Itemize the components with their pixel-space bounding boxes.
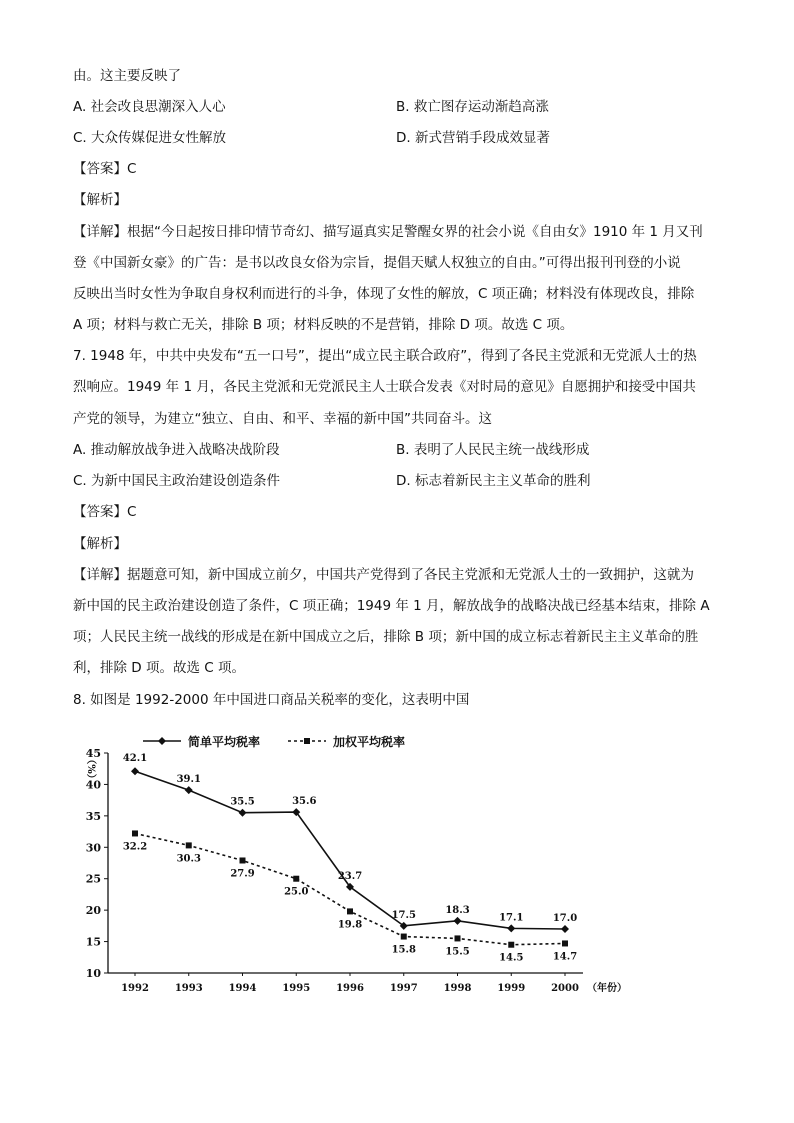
x-tick-label: 1997 [389, 983, 418, 994]
q7-answer: 【答案】C [73, 504, 137, 520]
x-axis-unit-label: （年份） [587, 983, 627, 994]
y-axis-label: （%） [85, 754, 96, 784]
q6-detail-line: 登《中国新女豪》的广告：是书以改良女俗为宗旨，提倡天赋人权独立的自由。”可得出报刊刊登的小说 [73, 255, 681, 271]
q7-detail-line: 利，排除 D 项。故选 C 项。 [73, 660, 245, 676]
q7-stem-line: 7. 1948 年，中共中央发布“五一口号”，提出“成立民主联合政府”，得到了各民主党派和无党派人士的热 [73, 348, 697, 364]
weighted-average-data-label: 32.2 [122, 841, 148, 853]
x-tick-label: 1999 [497, 983, 526, 994]
weighted-average-point [508, 942, 514, 948]
legend-weighted-label: 加权平均税率 [333, 735, 406, 749]
simple-average-data-label: 17.5 [391, 909, 416, 921]
q7-stem-line: 烈响应。1949 年 1 月，各民主党派和无党派民主人士联合发表《对时局的意见》自愿拥护和接受中国共 [73, 379, 696, 395]
q7-option-d: D. 标志着新民主主义革命的胜利 [396, 473, 591, 489]
y-tick-label: 20 [85, 904, 101, 918]
q7-detail-line: 【详解】据题意可知，新中国成立前夕，中国共产党得到了各民主党派和无党派人士的一致拥护，这就为 [73, 567, 694, 583]
x-tick-label: 2000 [551, 983, 579, 994]
weighted-average-point [132, 830, 138, 836]
q7-detail-line: 项；人民民主统一战线的形成是在新中国成立之后，排除 B 项；新中国的成立标志着新民主主义革命的胜 [73, 629, 699, 645]
y-tick-label: 40 [85, 778, 101, 792]
simple-average-data-label: 17.0 [552, 913, 578, 924]
q7-stem-line: 产党的领导，为建立“独立、自由、和平、幸福的新中国”共同奋斗。这 [73, 411, 492, 427]
weighted-average-point [347, 908, 353, 914]
q6-detail-line: 反映出当时女性为争取自身权利而进行的斗争，体现了女性的解放，C 项正确；材料没有体现改良，排除 [73, 286, 695, 302]
simple-average-line [135, 771, 565, 929]
x-tick-label: 1993 [174, 983, 203, 994]
simple-average-data-label: 35.6 [292, 796, 317, 808]
q6-option-b: B. 救亡图存运动渐趋高涨 [396, 99, 549, 115]
y-tick-label: 10 [85, 967, 101, 980]
weighted-average-data-label: 30.3 [176, 853, 201, 865]
q8-stem: 8. 如图是 1992-2000 年中国进口商品关税率的变化，这表明中国 [73, 692, 470, 708]
q7-option-b: B. 表明了人民民主统一战线形成 [396, 442, 590, 458]
legend-weighted-swatch-marker [304, 738, 310, 744]
weighted-average-data-label: 19.8 [337, 919, 363, 931]
q6-stem-tail: 由。这主要反映了 [73, 68, 181, 84]
q6-option-c: C. 大众传媒促进女性解放 [73, 130, 227, 146]
q6-detail-line: A 项；材料与救亡无关，排除 B 项；材料反映的不是营销，排除 D 项。故选 C 项。 [73, 317, 574, 333]
simple-average-data-label: 39.1 [176, 774, 201, 786]
y-tick-label: 35 [85, 809, 101, 823]
simple-average-data-label: 18.3 [445, 904, 470, 916]
simple-average-point [239, 809, 247, 817]
x-tick-label: 1994 [228, 983, 257, 994]
weighted-average-point [455, 935, 461, 941]
x-tick-label: 1998 [443, 983, 472, 994]
x-tick-label: 1996 [336, 983, 364, 994]
simple-average-point [454, 917, 462, 925]
q7-option-a: A. 推动解放战争进入战略决战阶段 [73, 442, 280, 458]
weighted-average-point [562, 940, 568, 946]
simple-average-point [131, 767, 139, 775]
y-tick-label: 15 [85, 935, 101, 949]
weighted-average-data-label: 15.8 [391, 944, 416, 956]
weighted-average-point [186, 842, 192, 848]
weighted-average-point [401, 934, 407, 940]
q7-analysis-heading: 【解析】 [73, 536, 127, 552]
y-tick-label: 30 [85, 841, 101, 855]
q7-detail-line: 新中国的民主政治建设创造了条件，C 项正确；1949 年 1 月，解放战争的战略决战已经基本结束，排除 A [73, 598, 710, 614]
simple-average-data-label: 17.1 [499, 912, 524, 924]
tariff-rate-chart [78, 728, 638, 998]
q6-detail-line: 【详解】根据“今日起按日排印情节奇幻、描写逼真实足警醒女界的社会小说《自由女》1910 年 1 月又刊 [73, 224, 703, 240]
simple-average-point [507, 924, 515, 932]
weighted-average-data-label: 14.7 [552, 951, 578, 963]
q6-answer: 【答案】C [73, 161, 137, 177]
weighted-average-data-label: 25.0 [284, 886, 309, 898]
simple-average-data-label: 35.5 [230, 796, 255, 808]
weighted-average-point [293, 876, 299, 882]
weighted-average-point [240, 857, 246, 863]
simple-average-point [561, 925, 569, 933]
simple-average-point [185, 786, 193, 794]
weighted-average-data-label: 27.9 [230, 868, 255, 880]
legend-simple-swatch-marker [158, 737, 166, 745]
weighted-average-data-label: 14.5 [499, 952, 524, 964]
q7-option-c: C. 为新中国民主政治建设创造条件 [73, 473, 281, 489]
q6-option-a: A. 社会改良思潮深入人心 [73, 99, 226, 115]
simple-average-data-label: 42.1 [122, 753, 148, 765]
y-tick-label: 45 [85, 747, 101, 760]
y-tick-label: 25 [85, 872, 101, 886]
weighted-average-data-label: 15.5 [445, 946, 470, 958]
x-tick-label: 1995 [282, 983, 311, 994]
q6-option-d: D. 新式营销手段成效显著 [396, 130, 550, 146]
q6-analysis-heading: 【解析】 [73, 192, 127, 208]
simple-average-data-label: 23.7 [337, 870, 363, 882]
x-tick-label: 1992 [121, 983, 149, 994]
legend-simple-label: 简单平均税率 [188, 735, 261, 749]
